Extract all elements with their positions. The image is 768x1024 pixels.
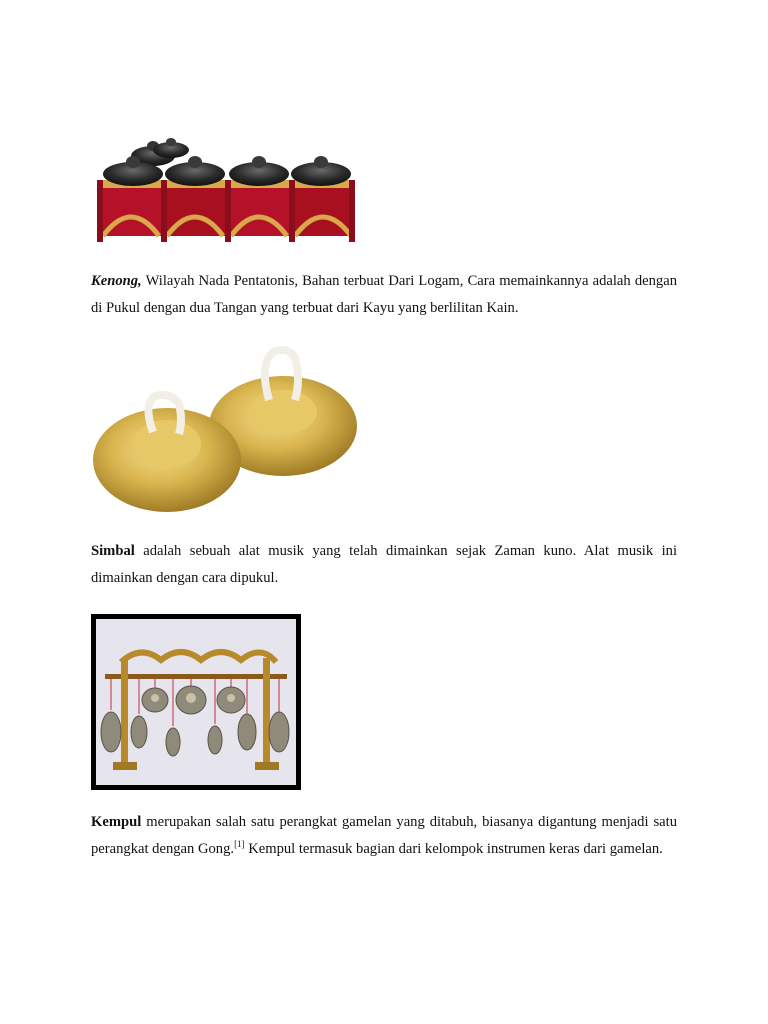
kempul-text-after-ref: Kempul termasuk bagian dari kelompok instrumen keras dari gamelan. [244, 841, 663, 857]
kempul-image [91, 614, 301, 790]
kenong-image [91, 136, 359, 248]
kempul-text-before-ref: merupakan salah satu perangkat gamelan yang ditabuh, biasanya digantung menjadi satu perangkat dengan Gong. [91, 814, 677, 857]
kenong-term: Kenong, [91, 273, 142, 289]
simbal-description [91, 538, 677, 592]
kempul-term: Kempul [91, 814, 142, 830]
simbal-text: adalah sebuah alat musik yang telah dimainkan sejak Zaman kuno. Alat musik ini dimainkan dengan cara dipukul. [91, 543, 677, 586]
simbal-term: Simbal [91, 543, 135, 559]
kenong-text: Wilayah Nada Pentatonis, Bahan terbuat Dari Logam, Cara memainkannya adalah dengan di Pukul dengan dua Tangan yang terbuat dari Kayu yang berlilitan Kain. [91, 273, 677, 316]
kenong-description [91, 268, 677, 322]
simbal-image [91, 344, 359, 520]
kempul-description [91, 809, 677, 863]
kempul-reference[interactable]: [1] [234, 839, 245, 849]
